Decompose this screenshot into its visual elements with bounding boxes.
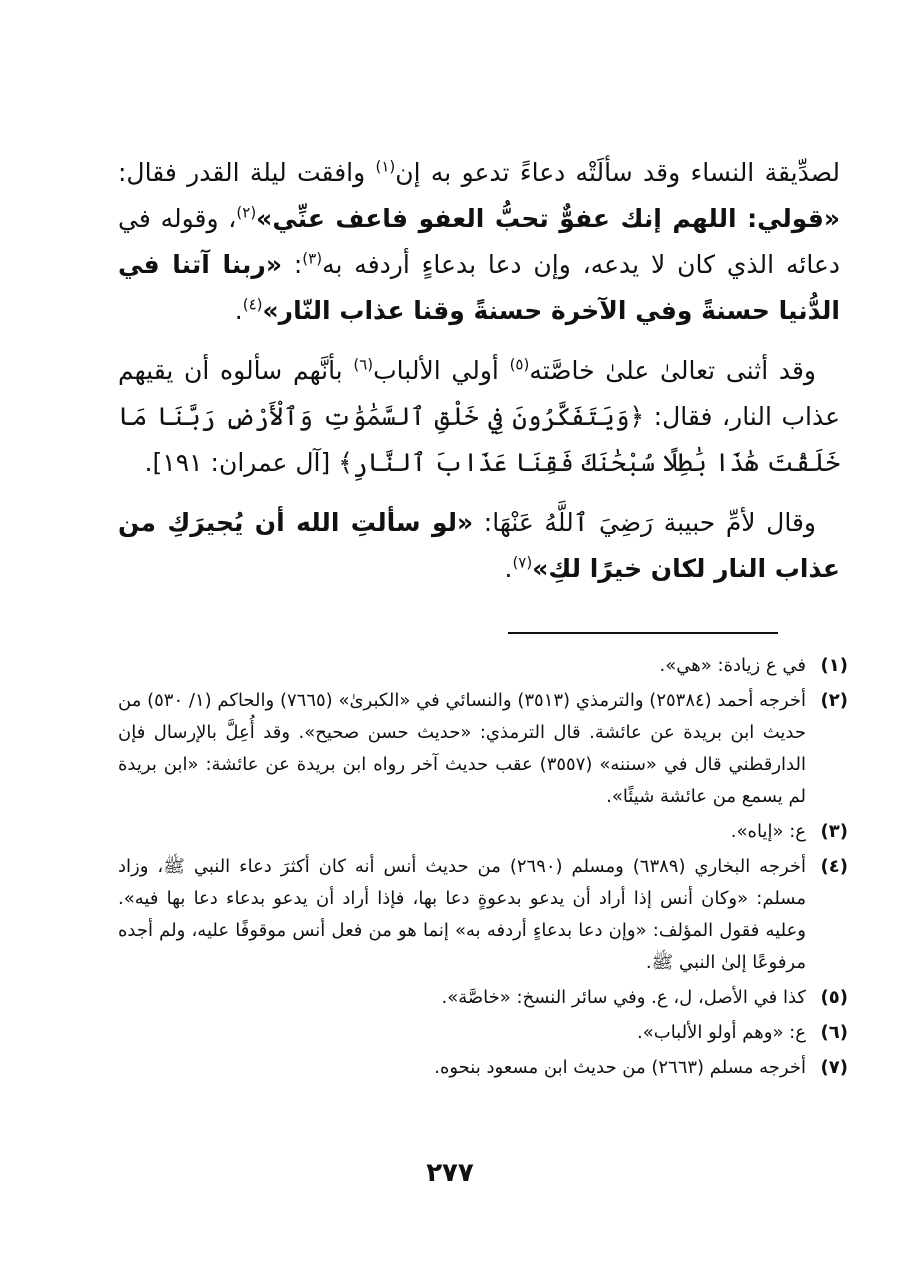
main-text xyxy=(118,150,840,606)
footnote-2 xyxy=(118,685,848,813)
text-run: : xyxy=(281,250,303,279)
footnote-ref-1[interactable]: (١) xyxy=(375,157,396,176)
footnote-text: ع: «إياه». xyxy=(730,821,806,842)
footnote-ref-7[interactable]: (٧) xyxy=(512,553,533,572)
dua-quote: «ربنا آتنا في الدُّنيا حسنةً وفي الآخرة حسنةً وقنا عذاب النّار» xyxy=(118,250,840,325)
hadith-quote: «قولي: اللهم إنك عفوٌّ تحبُّ العفو فاعف عنِّي» xyxy=(256,204,841,233)
text-run: وقد أثنى تعالىٰ علىٰ خاصَّته xyxy=(529,356,816,385)
paragraph-3 xyxy=(118,500,840,592)
footnote-6 xyxy=(118,1017,848,1049)
footnote-1 xyxy=(118,650,848,682)
hadith-quote: «لو سألتِ الله أن يُجيرَكِ من عذاب النار لكان خيرًا لكِ» xyxy=(118,508,840,583)
footnote-ref-2[interactable]: (٢) xyxy=(236,203,257,222)
footnote-text: أخرجه البخاري (٦٣٨٩) ومسلم (٢٦٩٠) من حديث أنس أنه كان أكثرَ دعاء النبي ﷺ، وزاد مسلم: «وكان أنس إذا أراد أن يدعو بدعوةٍ دعا بها، فإذا أراد أن يدعو بدعاء دعا بها فيه». وعليه فقول المؤلف: «وإن دعا بدعاءٍ أردفه به» إنما هو من فعل أنس موقوفًا عليه، ولم أجده مرفوعًا إلىٰ النبي ﷺ. xyxy=(118,856,807,973)
footnote-text: ع: «وهم أولو الألباب». xyxy=(637,1022,806,1043)
text-run: وقال لأمِّ حبيبة رَضِيَ ٱللَّهُ عَنْهَا: xyxy=(473,508,816,537)
footnote-7 xyxy=(118,1052,848,1084)
verse-reference: [آل عمران: ١٩١]. xyxy=(144,448,339,477)
page-number: ٢٧٧ xyxy=(426,1158,474,1188)
footnote-separator xyxy=(508,632,778,634)
footnote-3 xyxy=(118,816,848,848)
footnote-number: (٣) xyxy=(820,821,848,842)
footnote-text: أخرجه أحمد (٢٥٣٨٤) والترمذي (٣٥١٣) والنسائي في «الكبرىٰ» (٧٦٦٥) والحاكم (١/ ٥٣٠) من حديث ابن بريدة عن عائشة. قال الترمذي: «حديث حسن صحيح». وقد أُعِلَّ بالإرسال فإن الدارقطني قال في «سننه» (٣٥٥٧) عقب حديث آخر رواه ابن بريدة عن عائشة: «ابن بريدة لم يسمع من عائشة شيئًا». xyxy=(118,690,806,807)
footnote-ref-6[interactable]: (٦) xyxy=(353,355,374,374)
text-run: أولي الألباب xyxy=(373,356,510,385)
text-run: ، وقوله في دعائه الذي كان لا يدعه، وإن دعا بدعاءٍ أردفه به xyxy=(118,204,841,279)
text-run: لصدِّيقة النساء وقد سألَتْه دعاءً تدعو به إن xyxy=(395,158,840,187)
footnote-text: كذا في الأصل، ل، ع. وفي سائر النسخ: «خاصَّة». xyxy=(441,987,806,1008)
quran-verse: ﴿وَيَتَفَكَّرُونَ فِي خَلْقِ ٱلسَّمَٰوَٰتِ وَٱلْأَرْضِ رَبَّنَا مَا خَلَقْتَ هَٰذَا بَٰطِلًا سُبْحَٰنَكَ فَقِنَا عَذَابَ ٱلنَّارِ﴾ xyxy=(118,402,840,477)
text-run: . xyxy=(234,296,243,325)
footnote-number: (٢) xyxy=(820,690,848,711)
footnote-ref-5[interactable]: (٥) xyxy=(509,355,530,374)
paragraph-1 xyxy=(118,150,840,334)
footnote-ref-4[interactable]: (٤) xyxy=(242,295,263,314)
footnote-number: (٤) xyxy=(820,856,848,877)
footnote-number: (٦) xyxy=(820,1022,848,1043)
text-run: بأنَّهم سألوه أن يقيهم عذاب النار، فقال: xyxy=(118,356,840,431)
paragraph-2 xyxy=(118,348,840,486)
footnote-number: (٥) xyxy=(820,987,848,1008)
footnote-text: في ع زيادة: «هي». xyxy=(659,655,806,676)
footnote-text: أخرجه مسلم (٢٦٦٣) من حديث ابن مسعود بنحوه. xyxy=(434,1057,806,1078)
text-run: وافقت ليلة القدر فقال: xyxy=(118,158,376,187)
footnote-4 xyxy=(118,851,848,979)
footnote-number: (١) xyxy=(820,655,848,676)
footnote-5 xyxy=(118,982,848,1014)
footnote-number: (٧) xyxy=(820,1057,848,1078)
footnote-ref-3[interactable]: (٣) xyxy=(302,249,323,268)
footnotes xyxy=(118,650,848,1087)
text-run: . xyxy=(504,554,513,583)
